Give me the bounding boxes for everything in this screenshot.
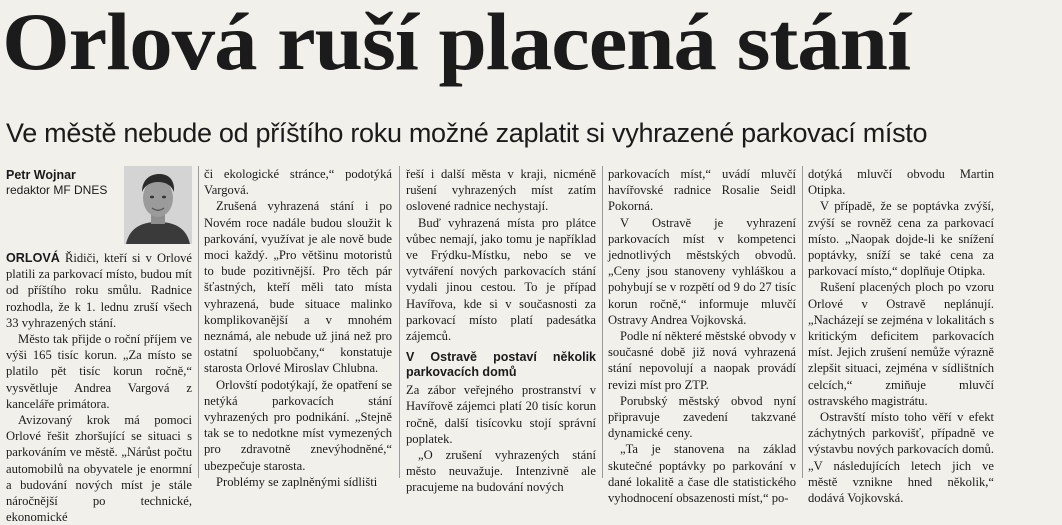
headline: Orlová ruší placená stání [2,0,911,87]
paragraph: parkovacích míst,“ uvádí mluvčí havířovské radnice Rosalie Seidl Pokorná. [608,167,796,214]
paragraph: Problémy se zaplněnými sídlišti [216,474,378,489]
paragraph: Zrušená vyhrazená stání i po Novém roce nadále budou sloužit k parkování, využívat je ale nově bude moci každý. „Pro většinu motoristů to bude pozitivnější. Pro těch pár šťastných, kteří měli tato místa vyhrazená, bude situace malinko komplikovanější a v mnohém neznámá, ale nebude už jiná než pro ostatní spoluobčany,“ konstatuje starosta Orlové Miroslav Chlubna. [204,199,392,376]
paragraph: Orlovští podotýkají, že opatření se netýká parkovacích stání vyhrazených pro podnikání. „Stejně tak se to nedotkne míst vymezených pro zdravotně znevýhodněné,“ ubezpečuje starosta. [204,377,392,473]
author-role: redaktor MF DNES [6,183,108,197]
author-name: Petr Wojnar [6,168,76,182]
paragraph: V Ostravě je vyhrazení parkovacích míst v kompetenci jednotlivých městských obvodů. „Ceny jsou stanoveny vyhláškou a pohybují se v rozpětí od 9 do 27 tisíc korun ročně,“ informuje mluvčí Ostravy Andrea Vojkovská. [608,215,796,327]
column-divider [602,166,603,478]
column-5 [808,166,994,506]
column-1 [6,166,192,525]
paragraph: či ekologické stránce,“ podotýká Vargová. [204,167,392,198]
paragraph: Buď vyhrazená místa pro plátce vůbec nemají, jako tomu je například ve Frýdku-Místku, nebo se ve vytváření nových parkovacích stání vydali jinou cestou. To je případ Havířova, kde si v současnosti za parkovací místo platí padesátka zájemců. [406,215,596,344]
paragraph: Za zábor veřejného prostranství v Havířově zájemci platí 20 tisíc korun ročně, další tisícovku stojí správní poplatek. [406,383,596,446]
paragraph: Podle ní některé městské obvody v současné době již nová vyhrazená stání nepovolují a naopak provádí revizi míst pro ZTP. [608,329,796,392]
column-divider [802,166,803,478]
dateline: ORLOVÁ [6,251,60,265]
subheadline: Ve městě nebude od příštího roku možné zaplatit si vyhrazené parkovací místo [6,118,928,148]
column-4 [608,166,796,506]
byline [6,166,192,244]
column-2 [204,166,392,489]
author-photo-icon [124,166,192,244]
paragraph: Město tak přijde o roční příjem ve výši 165 tisíc korun. „Za místo se platilo pět tisíc korun ročně,“ vysvětluje Andrea Vargová z kanceláře primátora. [6,332,192,411]
column-divider [399,166,400,478]
paragraph: Porubský městský obvod nyní připravuje zavedení takzvané dynamické ceny. [608,393,796,441]
paragraph: V případě, že se poptávka zvýší, zvýší se rovněž cena za parkovací místo. „Naopak dojde-li ke snížení poptávky, sníží se také cena za parkovací místo,“ doplňuje Otipka. [808,199,994,279]
paragraph: dotýká mluvčí obvodu Martin Otipka. [808,167,994,198]
paragraph: řeší i další města v kraji, nicméně rušení vyhrazených míst zatím oslovené radnice nechystají. [406,167,596,214]
paragraph: Řidiči, kteří si v Orlové platili za parkovací místo, budou mít od příštího roku smůlu. Radnice rozhodla, že k 1. lednu zruší všech 33 vyhrazených stání. [6,251,192,330]
paragraph: Avizovaný krok má pomoci Orlové řešit zhoršující se situaci s parkováním ve městě. „Nárůst počtu automobilů na obyvatele je enormní a budování nových míst je stále náročnější po technické, ekonomické [6,413,192,525]
column-divider [198,166,199,478]
author-portrait [124,166,192,244]
column-3 [406,166,596,495]
paragraph: „Ta je stanovena na základ skutečné poptávky po parkování v dané lokalitě a čase dle statistického vyhodnocení obsazenosti míst,“ po- [608,442,796,506]
paragraph: Rušení placených ploch po vzoru Orlové v Ostravě neplánují. „Nacházejí se zejména v lokalitách s kritickým deficitem parkovacích míst. Jejich zrušení nemůže výrazně zlepšit situaci, zejména v sídlištních celcích,“ zmiňuje mluvčí ostravského magistrátu. [808,280,994,408]
crosshead: V Ostravě postaví několik parkovacích domů [406,350,596,380]
paragraph: Ostravští místo toho věří v efekt záchytných parkovišť, případně ve výstavbu nových parkovacích domů. „V následujících letech jich ve městě vznikne hned několik,“ dodává Vojkovská. [808,410,994,506]
paragraph: „O zrušení vyhrazených stání město neuvažuje. Intenzivně ale pracujeme na budování nových [406,448,596,495]
